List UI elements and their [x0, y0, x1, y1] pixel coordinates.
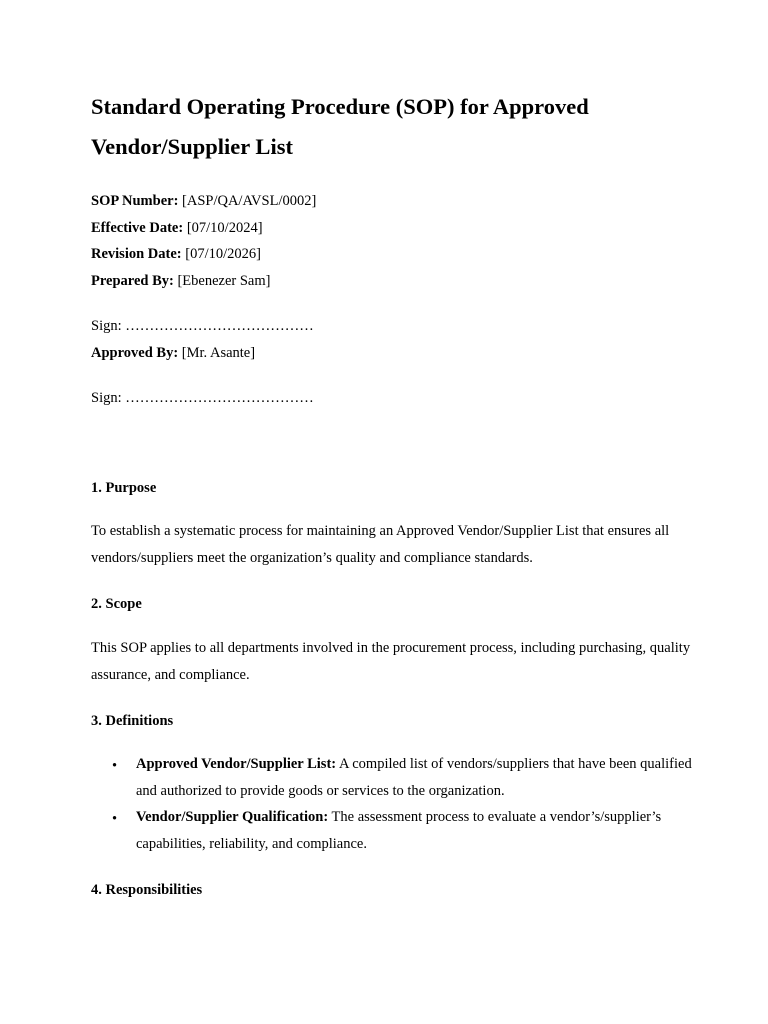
definition-term: Approved Vendor/Supplier List: — [136, 756, 337, 772]
revision-date-line — [91, 244, 261, 264]
bullet-icon: • — [112, 811, 118, 827]
sop-number-label: SOP Number: — [91, 193, 179, 209]
definition-item — [136, 804, 696, 858]
approved-by-value: [Mr. Asante] — [181, 345, 256, 361]
effective-date-label: Effective Date: — [91, 220, 184, 236]
definition-text: A compiled list of vendors/suppliers that have been qualified and authorized to provide goods or services to the organization. — [136, 756, 692, 799]
responsibilities-heading: 4. Responsibilities — [91, 882, 203, 898]
prepared-by-line — [91, 271, 270, 291]
approved-by-label: Approved By: — [91, 345, 179, 361]
definition-term: Vendor/Supplier Qualification: — [136, 809, 329, 825]
purpose-heading: 1. Purpose — [91, 480, 157, 496]
scope-heading: 2. Scope — [91, 596, 142, 612]
purpose-text: To establish a systematic process for maintaining an Approved Vendor/Supplier List that ensures all vendors/suppliers meet the organization’s quality and compliance standards. — [91, 523, 670, 566]
sop-number-value: [ASP/QA/AVSL/0002] — [182, 193, 317, 209]
definition-text: The assessment process to evaluate a vendor’s/supplier’s capabilities, reliability, and compliance. — [136, 809, 662, 852]
document-title: Standard Operating Procedure (SOP) for Approved Vendor/Supplier List — [91, 94, 589, 159]
approved-by-line — [91, 343, 255, 363]
prepared-by-signature-line: Sign: ………………………………… — [91, 318, 314, 334]
effective-date-line — [91, 218, 263, 238]
approved-by-signature-line: Sign: ………………………………… — [91, 390, 314, 406]
effective-date-value: [07/10/2024] — [186, 220, 263, 236]
sop-number-line — [91, 191, 316, 211]
definitions-heading: 3. Definitions — [91, 713, 174, 729]
prepared-by-label: Prepared By: — [91, 273, 174, 289]
revision-date-label: Revision Date: — [91, 246, 182, 262]
scope-text: This SOP applies to all departments involved in the procurement process, including purchasing, quality assurance, and compliance. — [91, 640, 691, 683]
definition-item — [136, 751, 696, 805]
revision-date-value: [07/10/2026] — [185, 246, 261, 262]
prepared-by-value: [Ebenezer Sam] — [177, 273, 271, 289]
bullet-icon: • — [112, 758, 118, 774]
